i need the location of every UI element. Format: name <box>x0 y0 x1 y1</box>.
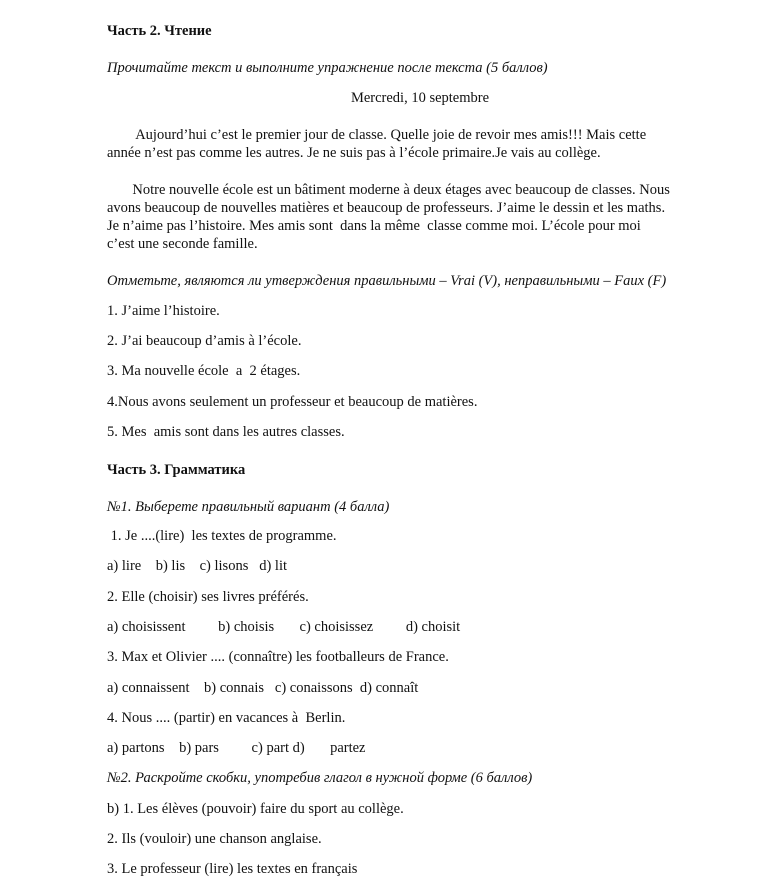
para2-line: avons beaucoup de nouvelles matières et beaucoup de professeurs. J’aime le dessin et les maths. <box>107 200 666 216</box>
para2-line: Je n’aime pas l’histoire. Mes amis sont dans la même classe comme moi. L’école pour moi <box>107 218 641 234</box>
ex2-line: b) 1. Les élèves (pouvoir) faire du sport au collège. <box>107 801 404 817</box>
para2-line: Notre nouvelle école est un bâtiment moderne à deux étages avec beaucoup de classes. Nous <box>107 182 670 198</box>
ex2-line: 3. Le professeur (lire) les textes en français <box>107 861 358 877</box>
ex1-line: 2. Elle (choisir) ses livres préférés. <box>107 589 309 605</box>
ex1-line: a) connaissent b) connais c) conaissons d) connaît <box>107 680 419 696</box>
part2-heading: Часть 2. Чтение <box>107 23 212 39</box>
ex1-line: 3. Max et Olivier .... (connaître) les footballeurs de France. <box>107 649 449 665</box>
text-date: Mercredi, 10 septembre <box>350 90 490 106</box>
statement: 4.Nous avons seulement un professeur et beaucoup de matières. <box>107 394 478 410</box>
statement: 5. Mes amis sont dans les autres classes. <box>107 424 345 440</box>
statement: 1. J’aime l’histoire. <box>107 303 220 319</box>
ex1-line: a) partons b) pars c) part d) partez <box>107 740 366 756</box>
ex2-instruction: №2. Раскройте скобки, употребив глагол в нужной форме (6 баллов) <box>107 770 533 786</box>
part3-heading: Часть 3. Грамматика <box>107 462 246 478</box>
ex1-line: 1. Je ....(lire) les textes de programme. <box>107 528 337 544</box>
ex1-line: 4. Nous .... (partir) en vacances à Berlin. <box>107 710 346 726</box>
ex2-line: 2. Ils (vouloir) une chanson anglaise. <box>107 831 322 847</box>
para1-line: Aujourd’hui c’est le premier jour de classe. Quelle joie de revoir mes amis!!! Mais cette <box>107 127 647 143</box>
ex1-line: a) choisissent b) choisis c) choisissez d) choisit <box>107 619 461 635</box>
ex1-line: a) lire b) lis c) lisons d) lit <box>107 558 288 574</box>
para2-line: c’est une seconde famille. <box>107 236 258 252</box>
statement: 2. J’ai beaucoup d’amis à l’école. <box>107 333 302 349</box>
para1-line: année n’est pas comme les autres. Je ne suis pas à l’école primaire.Je vais au collège. <box>107 145 601 161</box>
tf-instruction: Отметьте, являются ли утверждения правильными – Vrai (V), неправильными – Faux (F) <box>107 273 667 289</box>
part2-instruction: Прочитайте текст и выполните упражнение после текста (5 баллов) <box>107 60 548 76</box>
ex1-instruction: №1. Выберете правильный вариант (4 балла) <box>107 499 390 515</box>
statement: 3. Ma nouvelle école a 2 étages. <box>107 363 301 379</box>
